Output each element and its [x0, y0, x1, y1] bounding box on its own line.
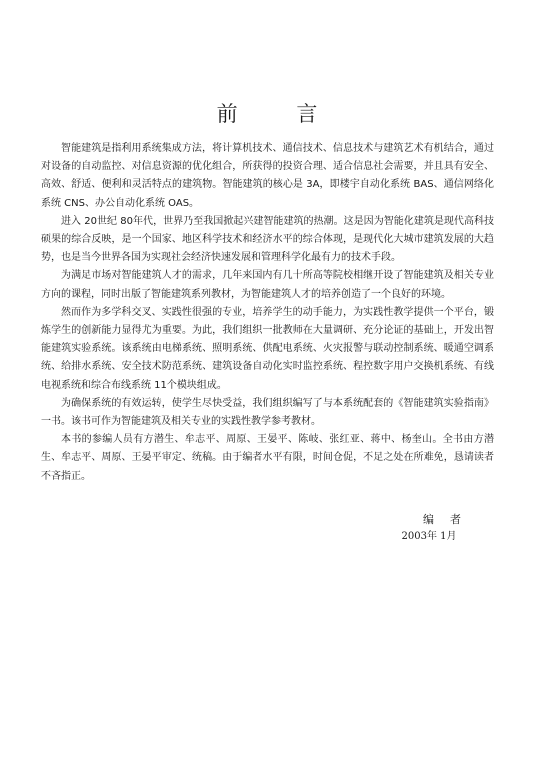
paragraph-5: 为确保系统的有效运转，使学生尽快受益，我们组织编写了与本系统配套的《智能建筑实验指南》一书。该书可作为智能建筑及相关专业的实践性教学参考教材。 [41, 397, 494, 428]
paragraph-4: 然而作为多学科交叉、实践性很强的专业，培养学生的动手能力，为实践性教学提供一个平台，锻炼学生的创新能力显得尤为重要。为此，我们组织一批教师在大量调研、充分论证的基础上，开发出智能建筑实验系统。该系统由电梯系统、照明系统、供配电系统、火灾报警与联动控制系统、暖通空调系统、给排水系统、安全技术防范系统、建筑设备自动化实时监控系统、程控数字用户交换机系统、有线电视系统和综合布线系统 11个模块组成。 [41, 306, 494, 391]
page-title: 前 言 [216, 102, 344, 126]
author-signature: 编者 [423, 513, 477, 526]
paragraph-1: 智能建筑是指利用系统集成方法，将计算机技术、通信技术、信息技术与建筑艺术有机结合，通过对设备的自动监控、对信息资源的优化组合，所获得的投资合理、适合信息社会需要，并且具有安全、高效、舒适、便利和灵活特点的建筑物。智能建筑的核心是 3A，即楼宇自动化系统 BAS、通信网络化系统 CNS、办公自动化系统 OAS。 [41, 143, 494, 209]
paragraph-6: 本书的参编人员有方潜生、牟志平、周原、王晏平、陈岐、张红亚、蒋中、杨奎山。全书由方潜生、牟志平、周原、王晏平审定、统稿。由于编者水平有限，时间仓促，不足之处在所难免，恳请读者不吝指正。 [41, 434, 494, 482]
publication-date: 2003年 1月 [401, 531, 457, 542]
preface-body [41, 140, 494, 486]
paragraph-3: 为满足市场对智能建筑人才的需求，几年来国内有几十所高等院校相继开设了智能建筑及相关专业方向的课程，同时出版了智能建筑系列教材，为智能建筑人才的培养创造了一个良好的环境。 [41, 270, 494, 300]
paragraph-2: 进入 20世纪 80年代，世界乃至我国掀起兴建智能建筑的热潮。这是因为智能化建筑是现代高科技硕果的综合反映，是一个国家、地区科学技术和经济水平的综合体现，是现代化大城市建筑发展的大趋势，也是当今世界各国为实现社会经济快速发展和管理科学化最有力的技术手段。 [41, 215, 494, 264]
